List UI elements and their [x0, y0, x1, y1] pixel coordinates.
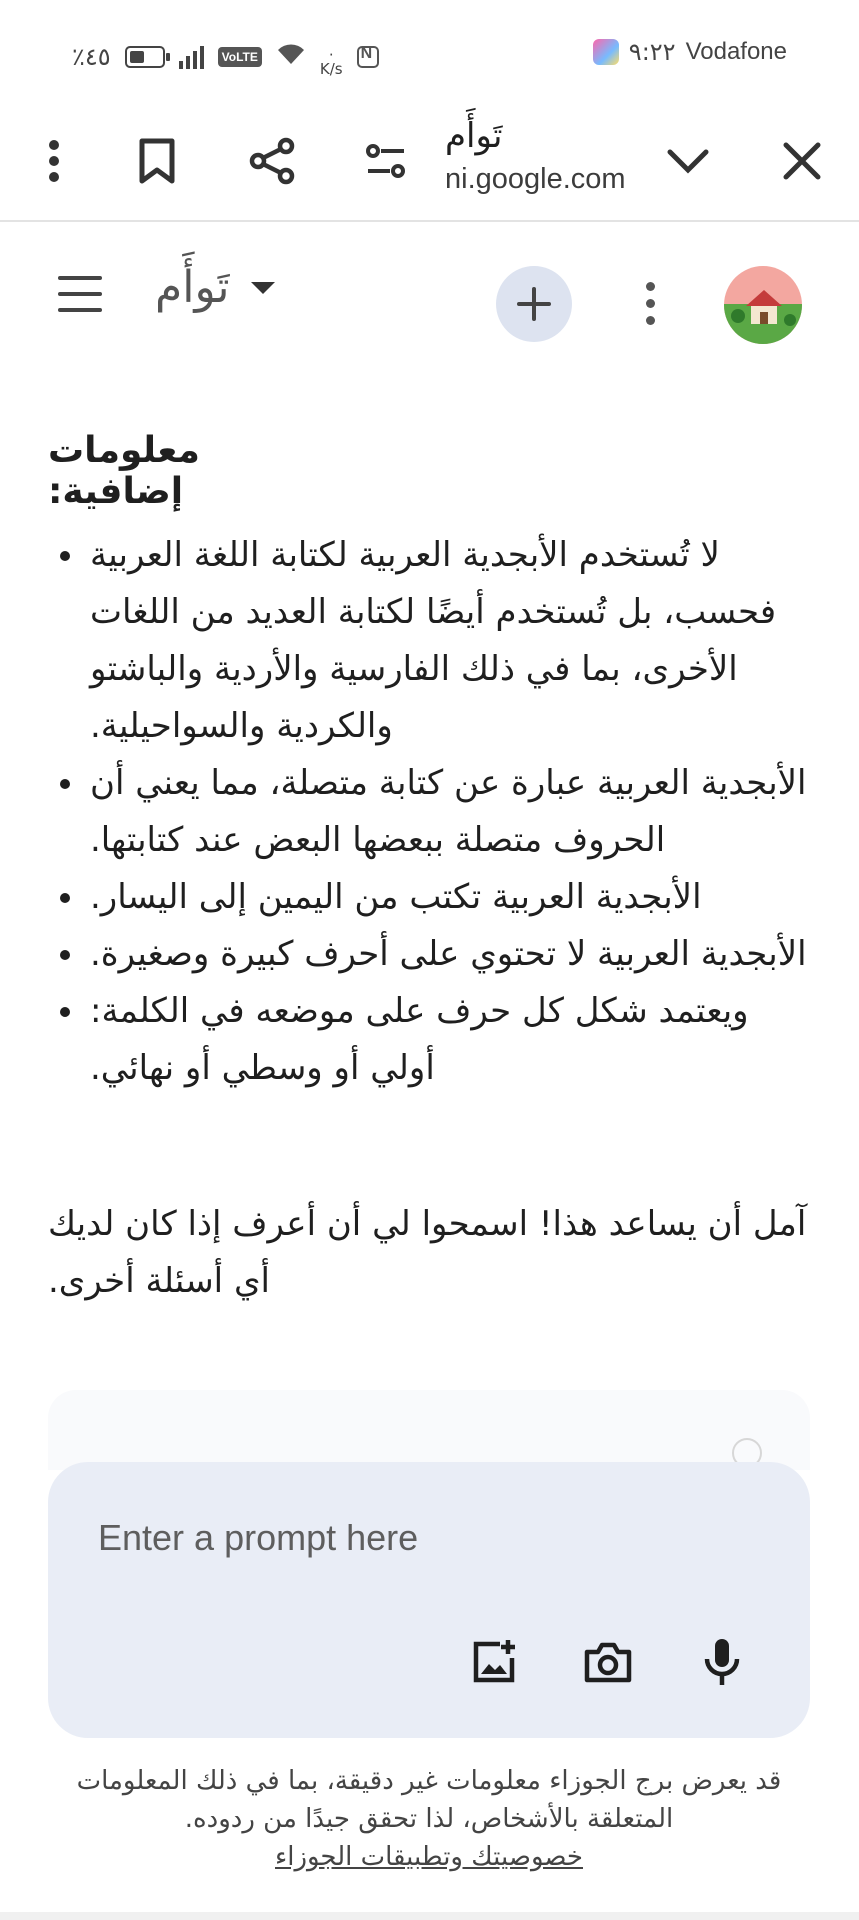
profile-picture-icon — [724, 266, 802, 344]
chevron-down-icon — [666, 147, 710, 175]
nfc-icon — [357, 46, 379, 68]
camera-button[interactable] — [578, 1632, 638, 1692]
caret-down-icon — [251, 282, 275, 294]
app-notification-icon — [593, 39, 619, 65]
tune-icon — [364, 141, 408, 181]
volte-icon: VoLTE — [218, 47, 262, 67]
close-icon — [782, 141, 822, 181]
network-speed: · K/s — [319, 46, 343, 78]
microphone-button[interactable] — [692, 1632, 752, 1692]
page-settings-button[interactable] — [358, 133, 414, 189]
signal-icon — [179, 45, 204, 69]
status-right — [593, 38, 787, 66]
prompt-box — [48, 1462, 810, 1738]
tab-url: ni.google.com — [445, 163, 626, 195]
list-item: الأبجدية العربية تكتب من اليمين إلى اليسار. — [48, 869, 808, 926]
clock: ٩:٢٢ — [628, 38, 676, 66]
model-label: تَوأَم — [155, 262, 230, 313]
carrier-name: Vodafone — [685, 38, 787, 65]
overflow-menu-button[interactable] — [26, 133, 82, 189]
close-tab-button[interactable] — [774, 133, 830, 189]
custom-tab-toolbar — [0, 105, 859, 222]
status-left — [72, 38, 379, 76]
add-photo-icon — [470, 1638, 518, 1686]
add-image-button[interactable] — [464, 1632, 524, 1692]
minimize-button[interactable] — [660, 133, 716, 189]
battery-icon — [125, 46, 165, 68]
share-button[interactable] — [244, 133, 300, 189]
bookmark-button[interactable] — [129, 133, 185, 189]
battery-percent: ٪٤٥ — [72, 43, 111, 71]
plus-icon — [516, 286, 552, 322]
list-item: ويعتمد شكل كل حرف على موضعه في الكلمة: أولي أو وسطي أو نهائي. — [48, 983, 808, 1097]
status-bar — [0, 0, 859, 105]
microphone-icon — [702, 1637, 742, 1687]
more-vert-icon — [48, 139, 60, 183]
privacy-link[interactable]: خصوصيتك وتطبيقات الجوزاء — [275, 1842, 583, 1872]
response-actions-card — [48, 1390, 810, 1470]
bookmark-icon — [137, 138, 177, 184]
list-item: لا تُستخدم الأبجدية العربية لكتابة اللغة العربية فحسب، بل تُستخدم أيضًا لكتابة العديد من اللغات الأخرى، بما في ذلك الفارسية والأردية والباشتو والكردية والسواحيلية. — [48, 527, 808, 755]
prompt-input[interactable] — [96, 1510, 700, 1566]
tab-title: تَوأَم — [445, 116, 503, 156]
tab-title-block — [445, 111, 645, 197]
app-header — [0, 222, 859, 362]
wifi-icon — [276, 42, 306, 72]
share-icon — [248, 137, 296, 185]
model-selector[interactable] — [155, 262, 275, 313]
new-chat-button[interactable] — [496, 266, 572, 342]
more-options-button[interactable] — [630, 282, 670, 326]
menu-button[interactable] — [52, 274, 108, 314]
list-item: الأبجدية العربية لا تحتوي على أحرف كبيرة وصغيرة. — [48, 926, 808, 983]
disclaimer-text: قد يعرض برج الجوزاء معلومات غير دقيقة، بما في ذلك المعلومات المتعلقة بالأشخاص، لذا تحقق جيدًا من ردوده. — [76, 1766, 782, 1834]
camera-icon — [583, 1640, 633, 1684]
section-heading: معلومات إضافية: — [48, 430, 200, 512]
list-item: الأبجدية العربية عبارة عن كتابة متصلة، مما يعني أن الحروف متصلة ببعضها البعض عند كتابتها. — [48, 755, 808, 869]
avatar[interactable] — [724, 266, 802, 344]
bullet-list — [48, 527, 808, 1097]
disclaimer — [48, 1762, 810, 1876]
closing-paragraph: آمل أن يساعد هذا! اسمحوا لي أن أعرف إذا كان لديك أي أسئلة أخرى. — [48, 1204, 807, 1301]
nav-gesture-bar — [0, 1912, 859, 1920]
